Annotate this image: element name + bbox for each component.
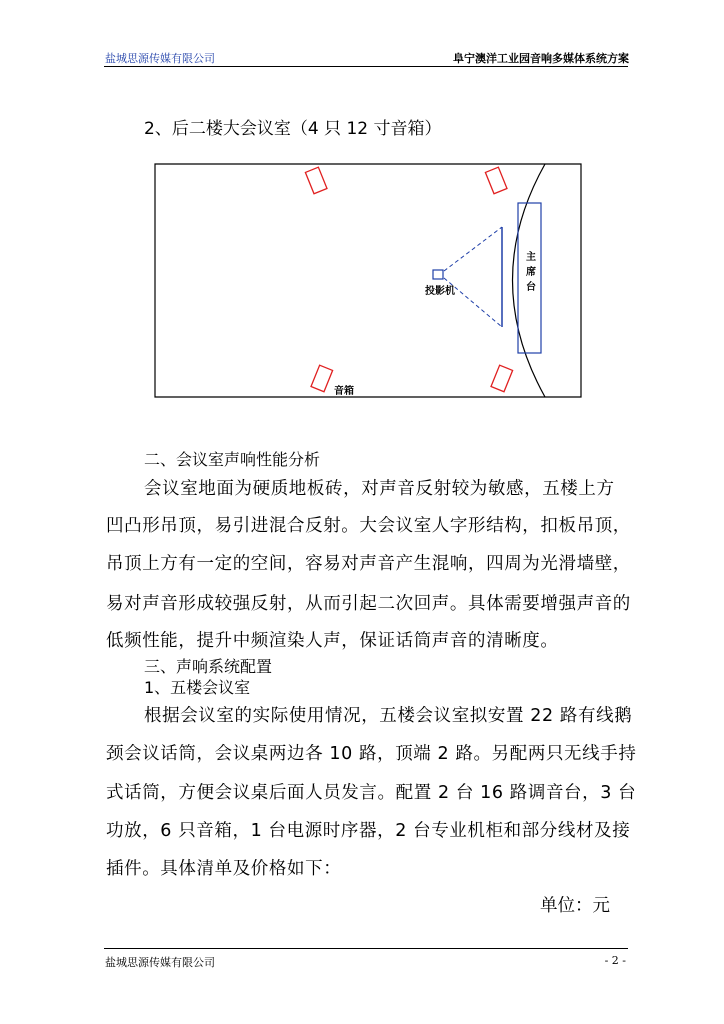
speaker-icon [305,167,327,194]
section-title: 2、后二楼大会议室（4 只 12 寸音箱） [144,119,442,139]
unit-label: 单位：元 [540,896,610,916]
room-wall [155,164,581,397]
speaker-icon [311,365,333,392]
footer-rule [104,948,628,949]
header-title: 阜宁澳洋工业园音响多媒体系统方案 [453,52,629,65]
section3-line: 插件。具体清单及价格如下： [106,859,342,879]
stage-label-1: 主 [526,252,536,263]
speaker-icon [491,365,513,392]
speaker-icon [485,167,507,194]
stage-label-3: 台 [526,282,536,293]
projection-beam-top [444,227,502,271]
stage-label-2: 席 [526,267,536,278]
page-number: - 2 - [604,954,626,967]
section3-line: 式话筒，方便会议桌后面人员发言。配置 2 台 16 路调音台，3 台 [106,783,637,803]
header-company: 盐城思源传媒有限公司 [105,52,215,65]
section3-heading: 三、声响系统配置 [144,657,273,676]
main-stage [518,203,541,353]
section2-line: 会议室地面为硬质地板砖，对声音反射较为敏感，五楼上方 [144,479,615,499]
section2-line: 易对声音形成较强反射，从而引起二次回声。具体需要增强声音的 [106,594,631,614]
section3-line: 功放，6 只音箱，1 台电源时序器，2 台专业机柜和部分线材及接 [106,821,631,841]
section3-line: 颈会议话筒，会议桌两边各 10 路，顶端 2 路。另配两只无线手持 [106,744,637,764]
section2-line: 凹凸形吊顶，易引进混合反射。大会议室人字形结构，扣板吊顶， [106,516,631,536]
footer-company: 盐城思源传媒有限公司 [105,956,215,969]
speaker-label: 音箱 [334,386,354,397]
stage-curve [513,164,546,397]
section2-heading: 二、会议室声响性能分析 [144,450,321,469]
section3-line: 根据会议室的实际使用情况，五楼会议室拟安置 22 路有线鹅 [144,706,633,726]
section3-subheading: 1、五楼会议室 [144,678,251,697]
projector-label: 投影机 [425,286,455,297]
room-diagram [0,0,724,420]
section2-line: 吊顶上方有一定的空间，容易对声音产生混响，四周为光滑墙壁， [106,554,631,574]
section2-line: 低频性能，提升中频渲染人声，保证话筒声音的清晰度。 [106,631,559,651]
projector-icon [433,270,443,279]
